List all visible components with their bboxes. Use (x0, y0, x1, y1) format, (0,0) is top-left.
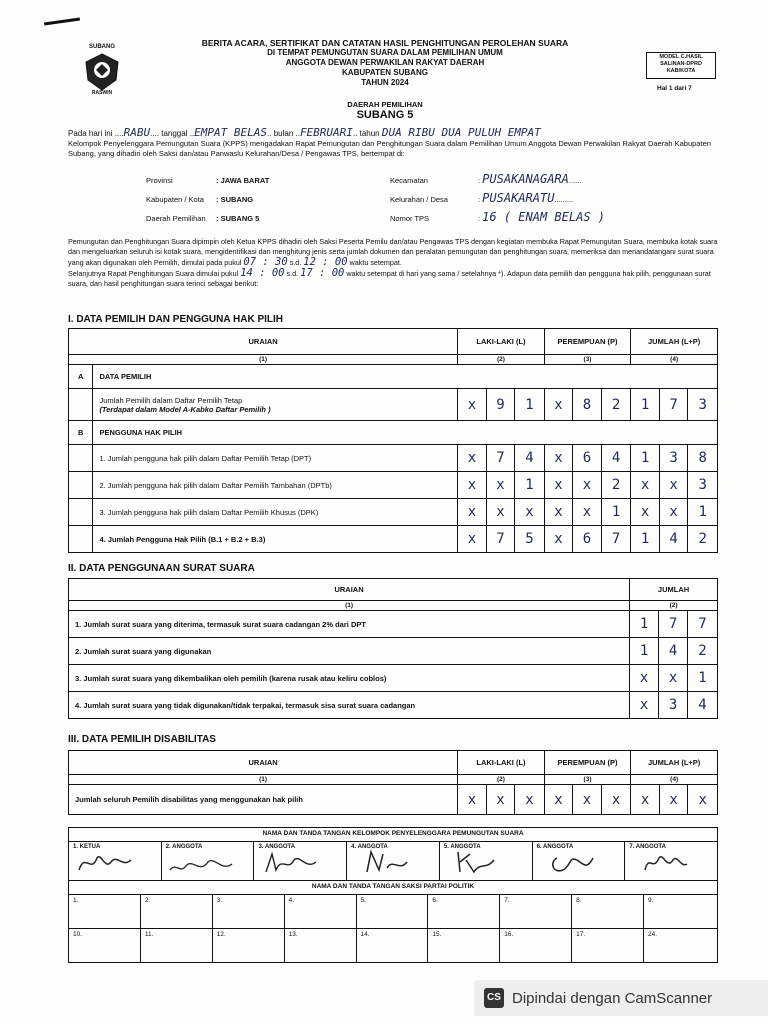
s2-r1-label: 1. Jumlah surat suara yang diterima, termasuk surat suara cadangan 2% dari DPT (69, 611, 630, 638)
s1-b4-cell: 4 (659, 526, 688, 553)
table-row (69, 526, 718, 553)
saksi-slot: 24. (644, 929, 718, 963)
hari-value: RABU (123, 126, 151, 139)
s2-r1-cell: 7 (688, 611, 718, 638)
s1-b4-label: 4. Jumlah Pengguna Hak Pilih (B.1 + B.2 + B.3) (93, 526, 458, 553)
s3-col-p: PEREMPUAN (P) (544, 751, 631, 775)
header-line-1: BERITA ACARA, SERTIFIKAT DAN CATATAN HASIL PENGHITUNGAN PEROLEHAN SUARA (201, 38, 569, 48)
kabupaten-value: : SUBANG (216, 195, 254, 204)
s1-col-uraian: URAIAN (69, 329, 458, 355)
s3-cell: x (601, 785, 631, 815)
section3-table (68, 750, 718, 815)
s1-b4-cell: 7 (486, 526, 515, 553)
logo-bottom-text: RASWIN (91, 90, 113, 96)
section3-title: III. DATA PEMILIH DISABILITAS (68, 734, 216, 745)
signature-icon (262, 850, 322, 876)
kpps-title: NAMA DAN TANDA TANGAN KELOMPOK PENYELENGGARA PEMUNGUTAN SUARA (69, 828, 718, 842)
s3-cell: x (486, 785, 515, 815)
s1-b3-cell: x (544, 499, 573, 526)
s1-a1-cell: 7 (659, 389, 688, 421)
para1-text: Pemungutan dan Penghitungan Suara dipimpin oleh Ketua KPPS dihadiri oleh Saksi Peserta Pemilu dan/atau Pengawas TPS dengan kegiatan membuka Rapat Pemungutan Suara, membuka kotak suara dan mengeluarkan seluruh isi kotak suara, mengidentifikasi dan menghitung jenis serta jumlah dokumen dan peralatan pemungutan dan penghitungan suara, memeriksa dan menandatangani surat suara yang akan digunakan oleh Pemilih, dimulai pada pukul (68, 237, 718, 267)
desa-value: PUSAKARATU (482, 191, 555, 205)
s2-r1-cell: 1 (630, 611, 659, 638)
para2-end-time: 17 : 00 (300, 267, 345, 279)
kpps-member-slot (69, 842, 162, 880)
saksi-slot: 2. (140, 895, 212, 929)
s1-col-p: PEREMPUAN (P) (544, 329, 631, 355)
s1-b3-cell: 1 (601, 499, 631, 526)
kpps-member-5: 5. ANGGOTA (443, 844, 481, 850)
document-header (150, 38, 620, 120)
s2-r2-cell: 1 (630, 638, 659, 665)
s2-r4-cell: 4 (688, 692, 718, 719)
s2-r3-cell: x (659, 665, 688, 692)
saksi-slot: 13. (284, 929, 356, 963)
s3-cell: x (573, 785, 602, 815)
s1-a1-cell: 1 (631, 389, 660, 421)
s3-col-j: JUMLAH (L+P) (631, 751, 718, 775)
para1-end-time: 12 : 00 (303, 256, 348, 268)
s1-n2: (2) (458, 355, 545, 365)
s2-r2-cell: 2 (688, 638, 718, 665)
s1-b2-cell: x (486, 472, 515, 499)
saksi-slot: 14. (356, 929, 428, 963)
s2-r3-cell: 1 (688, 665, 718, 692)
camscanner-text: Dipindai dengan CamScanner (512, 989, 713, 1007)
s1-a1-cell: 3 (688, 389, 718, 421)
s1-a-letter: A (69, 365, 93, 389)
s2-r4-label: 4. Jumlah surat suara yang tidak digunakan/tidak terpakai, termasuk sisa surat suara cadangan (69, 692, 630, 719)
para2-text-a: Selanjutnya Rapat Penghitungan Suara dimulai pukul (68, 269, 239, 278)
s1-b3-cell: x (631, 499, 660, 526)
saksi-slot: 15. (428, 929, 500, 963)
page-indicator: Hal 1 dari 7 (657, 85, 692, 92)
model-line-2: SALINAN-DPRD (660, 61, 702, 67)
signature-icon (75, 850, 135, 876)
saksi-slot: 1. (69, 895, 141, 929)
s1-a1-cell: 9 (486, 389, 515, 421)
s3-n1: (1) (69, 775, 458, 785)
tahun-label: tahun (359, 129, 380, 138)
s3-cell: x (515, 785, 545, 815)
s3-n3: (3) (544, 775, 631, 785)
saksi-row (69, 929, 718, 963)
para2-sd: s.d. (286, 269, 299, 278)
logo-top-text: SUBANG (88, 44, 115, 50)
s2-r3-label: 3. Jumlah surat suara yang dikembalikan oleh pemilih (karena rusak atau keliru coblos) (69, 665, 630, 692)
s1-n3: (3) (544, 355, 631, 365)
section2-title: II. DATA PENGGUNAAN SURAT SUARA (68, 563, 255, 574)
s1-col-l: LAKI-LAKI (L) (458, 329, 545, 355)
s1-b2-cell: x (659, 472, 688, 499)
kpps-member-slot (533, 842, 626, 880)
s3-cell: x (544, 785, 573, 815)
section2-table (68, 578, 718, 719)
saksi-title: NAMA DAN TANDA TANGAN SAKSI PARTAI POLITIK (69, 881, 718, 895)
saksi-slot: 11. (140, 929, 212, 963)
kpps-member-slot (347, 842, 440, 880)
header-line-5: TAHUN 2024 (361, 78, 409, 87)
s1-b2-cell: x (573, 472, 602, 499)
s1-b1-cell: 6 (573, 445, 602, 472)
section1-table (68, 328, 718, 553)
kecamatan-label: Kecamatan (390, 176, 428, 185)
saksi-slot: 3. (212, 895, 284, 929)
camscanner-watermark (474, 980, 768, 1016)
s1-b2-cell: 3 (688, 472, 718, 499)
bulan-label: bulan (273, 129, 294, 138)
para2-start-time: 14 : 00 (240, 267, 285, 279)
s1-n1: (1) (69, 355, 458, 365)
table-row (69, 785, 718, 815)
s1-b4-cell: 7 (601, 526, 631, 553)
saksi-slot: 7. (500, 895, 572, 929)
s3-col-l: LAKI-LAKI (L) (458, 751, 545, 775)
s1-b2-cell: x (631, 472, 660, 499)
s1-b1-cell: 7 (486, 445, 515, 472)
pen-mark (44, 18, 80, 26)
table-row (69, 389, 718, 421)
daerah-value: SUBANG 5 (356, 109, 414, 121)
table-row (69, 692, 718, 719)
s1-b3-cell: x (486, 499, 515, 526)
table-row (69, 638, 718, 665)
s1-b4-cell: x (544, 526, 573, 553)
s1-b2-label: 2. Jumlah pengguna hak pilih dalam Daftar Pemilih Tambahan (DPTb) (93, 472, 458, 499)
camscanner-icon: CS (484, 988, 504, 1008)
tps-label: Nomor TPS (390, 214, 430, 223)
saksi-slot: 10. (69, 929, 141, 963)
signature-icon (361, 848, 411, 876)
para1-sd: s.d. (289, 258, 302, 267)
kpps-member-4: 4. ANGGOTA (351, 844, 388, 850)
s2-n1: (1) (69, 601, 630, 611)
provinsi-label: Provinsi (146, 176, 173, 185)
date-line: Pada hari ini ....RABU.... tanggal ..EMPAT BELAS.. bulan ..FEBRUARI.. tahun DUA RIBU DUA PULUH EMPAT (68, 126, 541, 139)
s2-r4-cell: x (630, 692, 659, 719)
model-label-box (646, 52, 716, 79)
saksi-slot: 5. (356, 895, 428, 929)
s1-b1-cell: 8 (688, 445, 718, 472)
model-line-1: MODEL C.HASIL (659, 54, 703, 60)
signature-icon (166, 852, 236, 878)
kabupaten-label: Kabupaten / Kota (146, 195, 204, 204)
s1-b4-cell: 6 (573, 526, 602, 553)
signature-icon (547, 848, 597, 876)
tanggal-value: EMPAT BELAS (194, 126, 268, 139)
kpps-member-slot (162, 842, 255, 880)
saksi-slot: 4. (284, 895, 356, 929)
kpps-member-6: 6. ANGGOTA (536, 844, 574, 850)
s1-b2-cell: x (458, 472, 487, 499)
tanggal-label: tanggal (161, 129, 188, 138)
header-line-4: KABUPATEN SUBANG (342, 68, 428, 77)
saksi-slot: 6. (428, 895, 500, 929)
s1-col-j: JUMLAH (L+P) (631, 329, 718, 355)
dapil-label: Daerah Pemilihan (146, 214, 206, 223)
document-page: SUBANG RASWIN BERITA ACARA, SERTIFIKAT DAN CATATAN HASIL PENGHITUNGAN PEROLEHAN SUARA DI TEMPAT PEMUNGUTAN SUARA DALAM PEMILIHAN UMUM ANGGOTA DEWAN PERWAKILAN RAKYAT DAERAH KABUPATEN SUBANG TAHUN 2024 DAERAH PEMILIHAN SUBANG 5 MODEL C.HASIL SALINAN-DPRD KAB/KOTA Hal 1 dari 7 Pada hari ini ....RABU.... tanggal ..EMPAT BELAS.. bulan ..FEBRUARI.. tahun DUA RIBU DUA PULUH EMPAT Kelompok Penyelenggara Pemungutan Suara (KPPS) mengadakan Rapat Pemungutan dan Penghitungan Suara dalam Pemilihan Umum Anggota Dewan Perwakilan Rakyat Daerah Kabupaten Subang, yang dihadiri oleh Saksi dan/atau Panwaslu Kelurahan/Desa / Pengawas TPS, bertempat di: Provinsi : JAWA BARAT Kabupaten / Kota : SUBANG Daerah Pemilihan : SUBANG 5 Kecamatan : PUSAKANAGARA...... Kelurahan / Desa : PUSAKARATU......... Nomor TPS : 16 ( ENAM BELAS ) Pemungutan dan Penghitungan Suara dipimpin oleh Ketua KPPS dihadiri oleh Saksi Peserta Pemilu dan/atau Pengawas TPS dengan kegiatan membuka Rapat Pemungutan Suara, membuka kotak suara dan mengeluarkan seluruh isi kotak suara, mengidentifikasi dan menghitung jenis serta jumlah dokumen dan peralatan pemungutan dan penghitungan suara, memeriksa dan menandatangani surat suara yang akan digunakan oleh Pemilih, dimulai pada pukul 07 : 30 s.d. 12 : 00 waktu setempat. Selanjutnya Rapat Penghitungan Suara dimulai pukul 14 : 00 s.d. 17 : 00 waktu setempat di hari yang sama / setelahnya *). Adapun data pemilih dan pengguna hak pilih, penggunaan surat suara, dan hasil penghitungan suara terinci sebagai berikut: I. DATA PEMILIH DAN PENGGUNA HAK PILIH URAIAN LAKI-LAKI (L) PEREMPUAN (P) JUMLAH (L+P) (1) (2) (3) (4) A DATA PEMILIH Jumlah Pemilih dalam Daftar Pemilih Tetap (Terdapat dalam Model A-Kabko Daftar Pemilih ) x 9 1 x 8 2 1 7 3 B PENGGUNA HAK PILIH 1. Jumlah pengguna hak pilih dalam Daftar Pemilih Tetap (DPT) x 7 4 x 6 4 1 3 8 2. Jumlah pengguna hak pilih dalam Daftar Pemilih Tambahan (DPTb) x x 1 x x 2 x x 3 3. Jumlah pengguna hak pilih dalam Daftar Pemilih Khusus (DPK) x x x x x 1 x x 1 4. Jumlah Pengguna Hak Pilih (B.1 + B.2 + B.3) x 7 5 x 6 7 1 4 2 II. DATA PENGGUNAAN SURAT SUARA URAIAN JUMLAH (1) (2) 1. Jumlah surat suara yang diterima, termasuk surat suara cadangan 2% dari DPT 1 7 7 2. Jumlah surat suara yang digunakan 1 4 2 3. Jumlah surat suara yang dikembalikan oleh pemilih (karena rusak atau keliru coblos) x x 1 4. Jumlah surat suara yang tidak digunakan/tidak terpakai, termasuk sisa surat suara cadangan x 3 4 III. DATA PEMILIH DISABILITAS URAIAN LAKI-LAKI (L) PEREMPUAN (P) JUMLAH (L+P) (1) (2) (3) (4) Jumlah seluruh Pemilih disabilitas yang menggunakan hak pilih x x x x x x x x x NAMA DAN TANDA TANGAN KELOMPOK PENYELENGGARA PEMUNGUTAN SUARA 1. KETUA 2. ANGGOTA 3. ANGGOTA 4. ANGGOTA 5. ANGGOTA 6. ANGGOTA 7. ANGGOTA NAMA DAN TANDA TANGAN SAKSI PARTAI POLITIK 1. 2. 3. 4. 5. 6. 7. 8. 9. 10. 11. 12. 13. 14. 15. 16. 17. 24. CS Dipindai dengan CamScanner (0, 0, 768, 1024)
s1-b3-cell: x (659, 499, 688, 526)
s1-b2-cell: 1 (515, 472, 545, 499)
s1-b3-cell: x (458, 499, 487, 526)
s1-b-title: PENGGUNA HAK PILIH (93, 421, 718, 445)
kecamatan-value: PUSAKANAGARA (482, 172, 569, 186)
s1-a1-cell: 1 (515, 389, 545, 421)
s1-b2-cell: 2 (601, 472, 631, 499)
table-row (69, 445, 718, 472)
s1-b2-cell: x (544, 472, 573, 499)
signature-table (68, 827, 718, 963)
s1-b1-label: 1. Jumlah pengguna hak pilih dalam Daftar Pemilih Tetap (DPT) (93, 445, 458, 472)
s1-b-letter: B (69, 421, 93, 445)
s2-col-uraian: URAIAN (69, 579, 630, 601)
s3-cell: x (458, 785, 487, 815)
saksi-slot: 17. (572, 929, 644, 963)
s1-a1-cell: x (544, 389, 573, 421)
saksi-slot: 12. (212, 929, 284, 963)
kpps-member-2: 2. ANGGOTA (165, 844, 203, 850)
para1-start-time: 07 : 30 (243, 256, 288, 268)
s1-b1-cell: 3 (659, 445, 688, 472)
signature-icon (639, 848, 689, 876)
tps-value: 16 ( ENAM BELAS ) (482, 210, 605, 224)
header-line-3: ANGGOTA DEWAN PERWAKILAN RAKYAT DAERAH (285, 58, 485, 67)
kpps-member-slot (440, 842, 533, 880)
s3-cell: x (688, 785, 718, 815)
table-row (69, 611, 718, 638)
s3-col-uraian: URAIAN (69, 751, 458, 775)
desa-label: Kelurahan / Desa (390, 195, 448, 204)
regency-emblem-icon (82, 52, 122, 92)
saksi-row (69, 895, 718, 929)
s1-b4-cell: x (458, 526, 487, 553)
kpps-member-3: 3. ANGGOTA (258, 844, 296, 850)
saksi-slot: 8. (572, 895, 644, 929)
s2-col-j: JUMLAH (630, 579, 718, 601)
saksi-slot: 9. (644, 895, 718, 929)
s2-r4-cell: 3 (659, 692, 688, 719)
s1-a1-cell: 2 (601, 389, 631, 421)
section1-title: I. DATA PEMILIH DAN PENGGUNA HAK PILIH (68, 314, 283, 325)
s2-r1-cell: 7 (659, 611, 688, 638)
bulan-value: FEBRUARI (299, 126, 353, 139)
proceedings-paragraph (68, 237, 720, 289)
s1-b3-label: 3. Jumlah pengguna hak pilih dalam Daftar Pemilih Khusus (DPK) (93, 499, 458, 526)
tahun-value: DUA RIBU DUA PULUH EMPAT (381, 126, 541, 139)
s1-a-title: DATA PEMILIH (93, 365, 718, 389)
s3-cell: x (631, 785, 660, 815)
dapil-value: : SUBANG 5 (216, 214, 260, 223)
s3-n4: (4) (631, 775, 718, 785)
s1-b1-cell: x (544, 445, 573, 472)
saksi-slot: 16. (500, 929, 572, 963)
s1-b3-cell: 1 (688, 499, 718, 526)
intro-text: Kelompok Penyelenggara Pemungutan Suara (KPPS) mengadakan Rapat Pemungutan dan Penghitungan Suara dalam Pemilihan Umum Anggota Dewan Perwakilan Rakyat Daerah Kabupaten Subang, yang dihadiri oleh Saksi dan/atau Panwaslu Kelurahan/Desa / Pengawas TPS, bertempat di: (68, 139, 711, 158)
s1-b3-cell: x (515, 499, 545, 526)
kpps-member-7: 7. ANGGOTA (629, 844, 666, 850)
s1-a1-label: Jumlah Pemilih dalam Daftar Pemilih Tetap (99, 395, 243, 405)
s3-n2: (2) (458, 775, 545, 785)
s2-r3-cell: x (630, 665, 659, 692)
table-row (69, 499, 718, 526)
header-line-2: DI TEMPAT PEMUNGUTAN SUARA DALAM PEMILIHAN UMUM (267, 48, 503, 57)
para2-text-b: waktu setempat di hari yang sama / setelahnya *). Adapun data pemilih dan pengguna hak pilih, penggunaan surat suara, dan hasil penghitungan suara terinci sebagai berikut: (68, 269, 711, 288)
s1-b1-cell: x (458, 445, 487, 472)
signature-icon (452, 848, 502, 876)
s3-cell: x (659, 785, 688, 815)
s1-b1-cell: 1 (631, 445, 660, 472)
kpps-member-1: 1. KETUA (73, 844, 101, 850)
s1-b1-cell: 4 (515, 445, 545, 472)
s1-b3-cell: x (573, 499, 602, 526)
kpps-member-slot (254, 842, 347, 880)
s2-r2-label: 2. Jumlah surat suara yang digunakan (69, 638, 630, 665)
s1-b1-cell: 4 (601, 445, 631, 472)
daerah-label: DAERAH PEMILIHAN (347, 100, 423, 109)
s2-r2-cell: 4 (659, 638, 688, 665)
s1-b4-cell: 1 (631, 526, 660, 553)
s1-a1-cell: x (458, 389, 487, 421)
s1-a1-sublabel: (Terdapat dalam Model A-Kabko Daftar Pemilih ) (99, 404, 271, 414)
table-row (69, 472, 718, 499)
table-row (69, 665, 718, 692)
provinsi-value: : JAWA BARAT (216, 176, 270, 185)
s1-n4: (4) (631, 355, 718, 365)
model-line-3: KAB/KOTA (666, 68, 696, 74)
s3-row-label: Jumlah seluruh Pemilih disabilitas yang menggunakan hak pilih (69, 785, 458, 815)
subang-logo (80, 44, 124, 104)
s1-b4-cell: 2 (688, 526, 718, 553)
s2-n2: (2) (630, 601, 718, 611)
s1-a1-cell: 8 (573, 389, 602, 421)
pada-label: Pada hari ini (68, 129, 113, 138)
kpps-member-slot (625, 842, 717, 880)
s1-b4-cell: 5 (515, 526, 545, 553)
para1-tail: waktu setempat. (349, 258, 402, 267)
